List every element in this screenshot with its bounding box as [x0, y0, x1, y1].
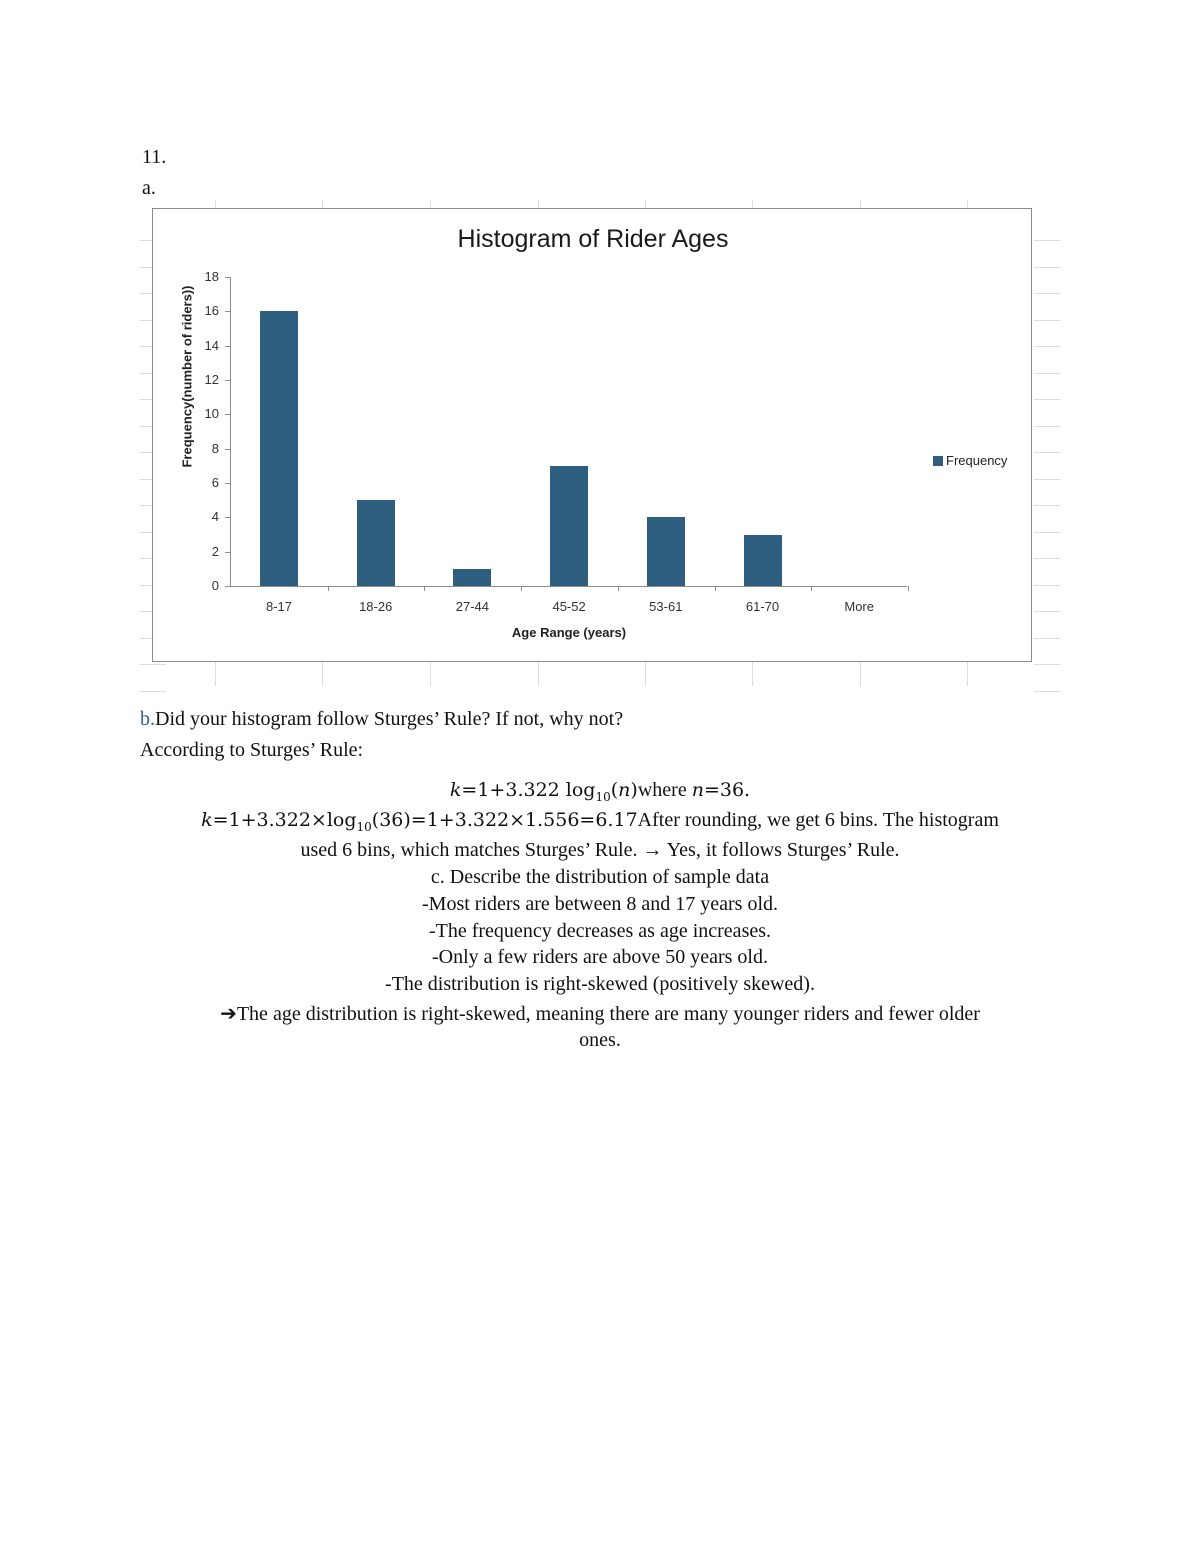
sturges-calculation: [140, 808, 1060, 834]
legend-label: Frequency: [946, 453, 1008, 468]
sheet-gridline: [1034, 505, 1060, 506]
sheet-gridline: [1034, 267, 1060, 268]
part-b-label: b.: [140, 708, 155, 730]
calc-part-a: =1+3.322×log: [212, 809, 357, 831]
histogram-bar: [357, 500, 395, 586]
x-tick-mark: [618, 586, 619, 591]
x-tick-label: 8-17: [265, 599, 293, 614]
x-tick-mark: [328, 586, 329, 591]
sheet-gridline: [1034, 585, 1060, 586]
distribution-summary-cont: ones.: [579, 1029, 621, 1051]
var-n2: n: [691, 779, 704, 801]
y-axis-label: Frequency(number of riders)): [179, 285, 195, 468]
sheet-gridline: [1034, 558, 1060, 559]
calc-part-b: (36)=1+3.322×1.556=6.17: [371, 809, 638, 831]
distribution-point: -Most riders are between 8 and 17 years old.: [422, 893, 778, 915]
histogram-bar: [453, 569, 491, 586]
x-tick-mark: [424, 586, 425, 591]
y-tick-label: 0: [211, 578, 219, 593]
y-tick-label: 16: [204, 303, 219, 319]
sheet-gridline: [1034, 346, 1060, 347]
paren-close: ): [630, 779, 638, 801]
sheet-gridline: [967, 200, 968, 208]
y-tick-label: 12: [204, 372, 219, 387]
part-b-question-text: Did your histogram follow Sturges’ Rule? If not, why not?: [155, 708, 624, 730]
sheet-gridline: [860, 200, 861, 208]
sheet-gridline: [860, 662, 861, 686]
sheet-gridline: [1034, 426, 1060, 427]
x-tick-mark: [908, 586, 909, 591]
histogram-bar: [550, 466, 588, 586]
log-base: 10: [356, 820, 372, 834]
sheet-gridline: [967, 662, 968, 686]
arrow-icon: ➔: [220, 1001, 237, 1025]
part-b-question: [140, 707, 623, 731]
y-tick-label: 2: [211, 543, 219, 559]
var-k: k: [449, 779, 462, 801]
sheet-gridline: [645, 662, 646, 686]
sheet-gridline: [215, 662, 216, 686]
sheet-gridline: [140, 664, 166, 665]
n-value: =36.: [703, 779, 751, 801]
x-tick-mark: [811, 586, 812, 591]
sheet-gridline: [140, 691, 166, 692]
sheet-gridline: [538, 200, 539, 208]
histogram-chart: [152, 208, 1032, 662]
part-a-label: a.: [142, 177, 156, 199]
sheet-gridline: [1034, 691, 1060, 692]
sheet-gridline: [1034, 293, 1060, 294]
y-tick-label: 14: [204, 337, 219, 353]
sheet-gridline: [752, 200, 753, 208]
part-c-heading: c. Describe the distribution of sample data: [430, 866, 770, 888]
chart-title: Histogram of Rider Ages: [457, 225, 729, 253]
y-tick-label: 6: [211, 475, 219, 490]
sheet-gridline: [1034, 240, 1060, 241]
histogram-bar: [744, 535, 782, 587]
y-tick-label: 8: [211, 440, 219, 456]
where-text: where: [637, 779, 692, 801]
sturges-conclusion: used 6 bins, which matches Sturges’ Rule. → Yes, it follows Sturges’ Rule.: [300, 839, 900, 861]
histogram-bar: [647, 517, 685, 586]
sheet-gridline: [430, 200, 431, 208]
sheet-gridline: [322, 200, 323, 208]
sheet-gridline: [1034, 532, 1060, 533]
sheet-gridline: [538, 662, 539, 686]
x-axis-label: Age Range (years): [511, 625, 627, 640]
x-tick-label: 27-44: [455, 599, 490, 614]
x-tick-label: 45-52: [552, 599, 586, 614]
sheet-gridline: [1034, 373, 1060, 374]
rounding-text: After rounding, we get 6 bins. The histogram: [637, 809, 999, 831]
question-number: 11.: [142, 146, 167, 168]
x-tick-label: 61-70: [745, 599, 780, 614]
log-base: 10: [595, 790, 611, 804]
paren-open: (: [610, 779, 619, 801]
sturges-intro: According to Sturges’ Rule:: [140, 739, 364, 761]
distribution-summary: [140, 1001, 1060, 1026]
legend: [933, 453, 1007, 468]
sheet-gridline: [1034, 638, 1060, 639]
sheet-gridline: [1034, 479, 1060, 480]
histogram-bar: [260, 311, 298, 586]
sheet-gridline: [1034, 320, 1060, 321]
x-tick-mark: [715, 586, 716, 591]
sturges-formula: [140, 778, 1060, 804]
sheet-gridline: [1034, 399, 1060, 400]
y-tick-label: 18: [204, 269, 219, 284]
sheet-gridline: [322, 662, 323, 686]
sheet-gridline: [1034, 611, 1060, 612]
legend-swatch: [933, 456, 943, 466]
formula-rhs: =1+3.322 log: [461, 779, 596, 801]
x-tick-mark: [521, 586, 522, 591]
x-tick-label: 53-61: [649, 599, 683, 614]
sheet-gridline: [1034, 664, 1060, 665]
distribution-point: -The frequency decreases as age increases.: [428, 920, 772, 942]
sheet-gridline: [752, 662, 753, 686]
sheet-gridline: [215, 200, 216, 208]
y-tick-label: 4: [211, 509, 219, 525]
distribution-point: -The distribution is right-skewed (positively skewed).: [385, 973, 815, 995]
sheet-gridline: [645, 200, 646, 208]
y-tick-label: 10: [204, 406, 219, 422]
y-axis-line: [230, 277, 231, 587]
summary-text: The age distribution is right-skewed, meaning there are many younger riders and fewer older: [236, 1003, 980, 1025]
var-k: k: [201, 809, 213, 831]
distribution-point: -Only a few riders are above 50 years old.: [432, 946, 768, 968]
x-axis-line: [230, 586, 907, 587]
sheet-gridline: [430, 662, 431, 686]
var-n: n: [618, 779, 631, 801]
x-tick-label: 18-26: [359, 599, 393, 614]
sheet-gridline: [1034, 452, 1060, 453]
x-tick-label: More: [844, 599, 874, 614]
